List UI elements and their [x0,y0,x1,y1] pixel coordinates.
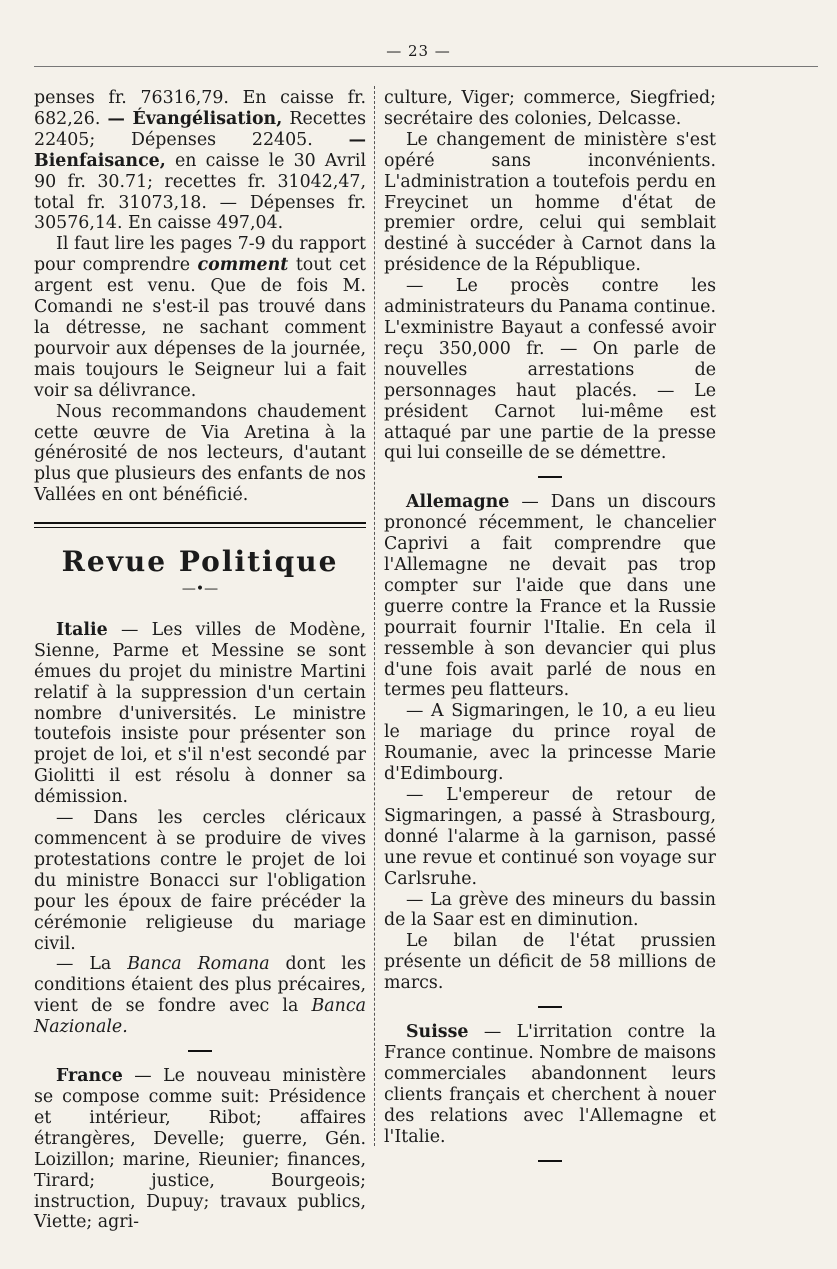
accounts-text: penses fr. 76316,79. En caisse fr. 682,26. [34,88,366,129]
header-rule [34,66,818,67]
bienfaisance-label: — Bienfaisance, [34,129,366,171]
banca-paragraph [34,954,366,1038]
france-text: — Le nouveau ministère se compose comme suit: Présidence et intérieur, Ribot; affaires étrangères, Develle; guerre, Gén. Loizillon; marine, Rieunier; finances, Tirard; justice, Bourgeois; instruction, Dupuy; travaux publics, Viette; agri- [34,1066,366,1233]
empereur-paragraph: — L'empereur de retour de Sigmaringen, a passé à Strasbourg, donné l'alarme à la garnison, passé une revue et continué son voyage sur Carlsruhe. [384,785,716,889]
france-paragraph [34,1066,366,1233]
right-column [384,88,716,1176]
suisse-label: Suisse [406,1022,469,1043]
ornament-icon: —•— [181,581,219,598]
section-double-rule [34,522,366,528]
rapport-text-a: Il faut lire les pages 7-9 du rapport pour comprendre [34,234,366,276]
italie-text: — Les villes de Modène, Sienne, Parme et Messine se sont émues du projet du ministre Martini relatif à la suppression d'un certain nombre d'universités. Le ministre toutefois insiste pour présenter son projet de loi, et s'il n'est secondé par Giolitti il est résolu à donner sa démission. [34,619,366,808]
banca-text-a: — La [56,954,112,975]
separator [188,1050,212,1052]
suisse-text: — L'irritation contre la France continue. Nombre de maisons commerciales abandonnent leurs clients français et cherchent à nouer des relations avec l'Allemagne et l'Italie. [384,1022,716,1147]
accounts-paragraph [34,88,366,234]
separator [538,1160,562,1162]
banca-nazionale: Banca Nazionale. [34,996,366,1038]
bilan-paragraph: Le bilan de l'état prussien présente un déficit de 58 millions de marcs. [384,931,716,994]
allemagne-label: Allemagne [406,492,510,513]
page-number: — 23 — [386,42,451,60]
allemagne-paragraph [384,492,716,701]
left-column [34,88,366,1233]
cercles-paragraph: — Dans les cercles cléricaux commencent à se produire de vives protestations contre le projet de loi du ministre Bonacci sur l'obligation pour les époux de faire précéder la cérémonie religieuse du mariage civil. [34,808,366,954]
italie-label: Italie [56,619,108,640]
column-divider [374,86,375,1146]
allemagne-text: — Dans un discours prononcé récemment, le chancelier Caprivi a fait comprendre que l'Allemagne ne devait pas trop compter sur l'aide que dans une guerre contre la France et la Russie pourrait fournir l'Italie. En cela il ressemble à son devancier qui plus d'une fois avait parlé de nous en termes peu flatteurs. [384,492,716,701]
evangelisation-text: Recettes 22405; Dépenses 22405. [34,108,367,150]
suisse-paragraph [384,1022,716,1147]
france-label: France [56,1066,123,1087]
banca-romana: Banca Romana [127,954,270,975]
evangelisation-label: — Évangélisation, [107,108,283,129]
italie-paragraph [34,620,366,808]
changement-paragraph: Le changement de ministère s'est opéré sans inconvénients. L'administration a toutefois perdu en Freycinet un homme d'état de premier ordre, celui qui semblait destiné à succéder à Carnot dans la présidence de la République. [384,129,716,276]
banca-text-b: dont les conditions étaient des plus précaires, vient de se fondre avec la [34,954,367,1017]
rapport-text-b: tout cet argent est venu. Que de fois M. Comandi ne s'est-il pas trouvé dans la détresse, ne sachant comment pourvoir aux dépenses de la journée, mais toujours le Seigneur lui a fait voir sa délivrance. [34,255,367,401]
sigmaringen-paragraph: — A Sigmaringen, le 10, a eu lieu le mariage du prince royal de Roumanie, avec la princesse Marie d'Edimbourg. [384,701,716,785]
separator [538,476,562,478]
separator [538,1006,562,1008]
recommandation-paragraph: Nous recommandons chaudement cette œuvre de Via Aretina à la générosité de nos lecteurs, d'autant plus que plusieurs des enfants de nos Vallées en ont bénéficié. [34,401,366,506]
section-title: Revue Politique [61,545,339,579]
bienfaisance-text: en caisse le 30 Avril 90 fr. 30.71; recettes fr. 31042,47, total fr. 31073,18. — Dépenses fr. 30576,14. En caisse 497,04. [34,150,367,234]
ministere-paragraph: culture, Viger; commerce, Siegfried; secrétaire des colonies, Delcasse. [384,88,716,129]
rapport-emphasis: comment [197,255,289,276]
rapport-paragraph [34,234,366,401]
greve-paragraph: — La grève des mineurs du bassin de la Saar est en diminution. [384,889,716,931]
panama-paragraph: — Le procès contre les administrateurs du Panama continue. L'exministre Bayaut a confessé avoir reçu 350,000 fr. — On parle de nouvelles arrestations de personnages haut placés. — Le président Carnot lui-même est attaqué par une partie de la presse qui lui conseille de se démettre. [384,276,716,464]
